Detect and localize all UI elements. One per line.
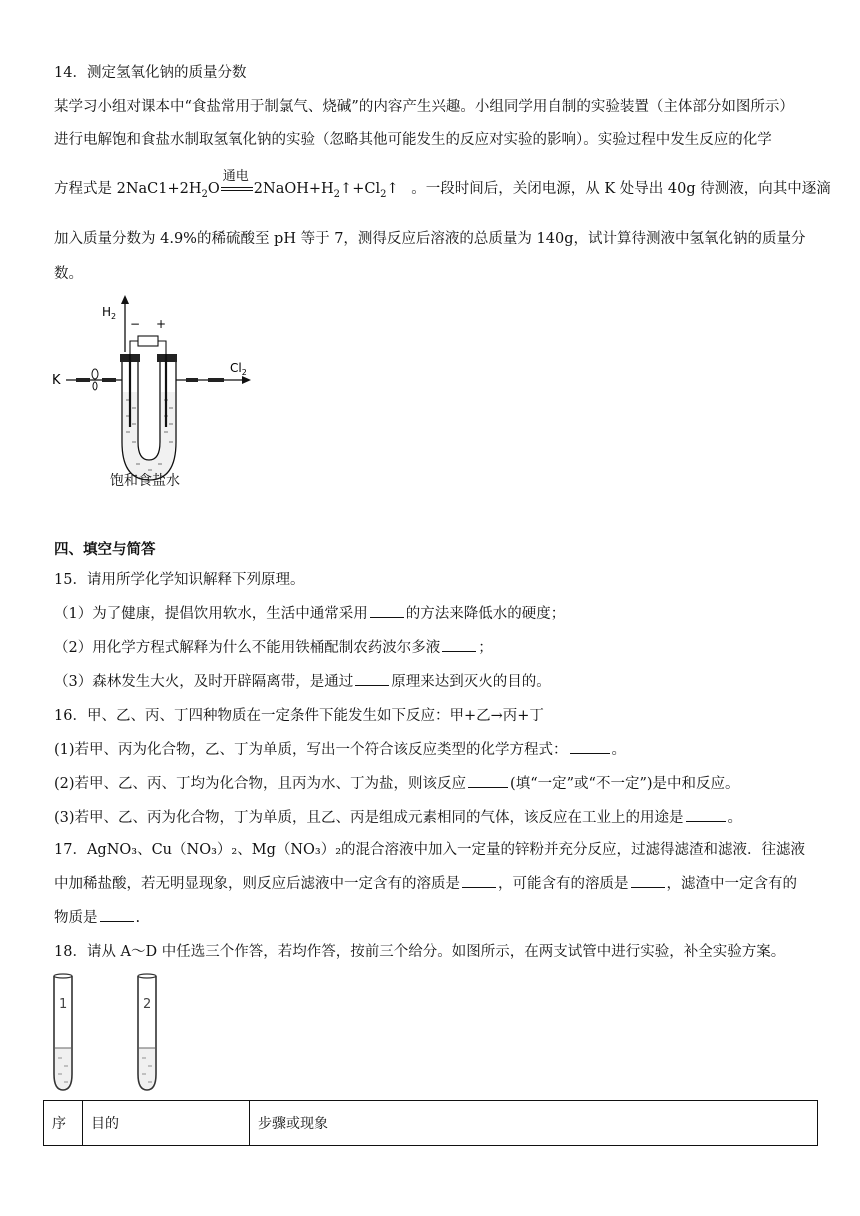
q15-item1-text: （1）为了健康，提倡饮用软水，生活中通常采用 (54, 606, 368, 622)
q16-item3 (54, 806, 742, 827)
q17-line2-text: 中加稀盐酸，若无明显现象，则反应后滤液中一定含有的溶质是 (54, 876, 460, 892)
q15-item3-tail: 原理来达到灭火的目的。 (391, 674, 551, 690)
q17-line1: 17．AgNO₃、Cu（NO₃）₂、Mg（NO₃）₂的混合溶液中加入一定量的锌粉并充分反应，过滤得滤渣和滤液．往滤液 (54, 842, 806, 858)
equation-prefix: 方程式是 2NaC1+2H (54, 181, 202, 197)
electrolysis-apparatus-diagram (50, 292, 260, 492)
q14-paragraph-line3: 。一段时间后，关闭电源，从 K 处导出 40g 待测液，向其中逐滴 (411, 181, 831, 197)
q14-paragraph-line4: 加入质量分数为 4.9%的稀硫酸至 pH 等于 7，测得反应后溶液的总质量为 140g，试计算待测液中氢氧化钠的质量分 (54, 231, 806, 247)
q14-equation-line (54, 169, 831, 200)
answer-blank[interactable] (686, 809, 726, 822)
equation-arrow1: ↑+Cl (340, 181, 381, 197)
table-header-cell: 序 (44, 1101, 83, 1146)
answer-blank[interactable] (100, 909, 134, 922)
experiment-table (43, 1100, 818, 1146)
test-tubes-diagram (48, 972, 178, 1094)
q16-item1-text: (1)若甲、丙为化合物，乙、丁为单质，写出一个符合该反应类型的化学方程式： (54, 742, 568, 758)
q17-line3 (54, 906, 140, 927)
answer-blank[interactable] (355, 673, 389, 686)
subscript-2c: 2 (380, 188, 387, 200)
q17-line2-mid: ，可能含有的溶质是 (498, 876, 629, 892)
q16-item3-text: (3)若甲、乙、丙为化合物，丁为单质，且乙、丙是组成元素相同的气体，该反应在工业上的用途是 (54, 810, 684, 826)
h2-label: $H_2$ (102, 305, 117, 321)
q15-item2-text: （2）用化学方程式解释为什么不能用铁桶配制农药波尔多液 (54, 640, 441, 656)
q16-item1 (54, 738, 626, 759)
equation-products: 2NaOH+H (253, 181, 334, 197)
test-tube-1 (54, 974, 72, 1090)
q16-item1-tail: 。 (611, 742, 627, 758)
q15-item2-tail: ； (478, 640, 493, 656)
q15-item3 (54, 670, 551, 691)
q14-paragraph-line5: 数。 (54, 266, 83, 282)
tube-1-label: 1 (59, 997, 68, 1012)
q16-item2-text: (2)若甲、乙、丙、丁均为化合物，且丙为水、丁为盐，则该反应 (54, 776, 467, 792)
equals-bar (221, 187, 253, 191)
q15-item3-text: （3）森林发生大火，及时开辟隔离带，是通过 (54, 674, 354, 690)
table-header-cell: 目的 (83, 1101, 250, 1146)
q16-item3-tail: 。 (727, 810, 743, 826)
q17-line3-tail: . (135, 910, 141, 926)
answer-blank[interactable] (442, 639, 476, 652)
answer-blank[interactable] (631, 875, 665, 888)
q18-title: 18．请从 A～D 中任选三个作答，若均作答，按前三个给分。如图所示，在两支试管中进行实验，补全实验方案。 (54, 944, 786, 960)
clamp-icon (92, 369, 98, 379)
q17-line2-tail: ，滤渣中一定含有的 (666, 876, 797, 892)
condition-label: 通电 (222, 169, 249, 184)
table-header-cell: 步骤或现象 (250, 1101, 818, 1146)
subscript-2b: 2 (333, 188, 341, 200)
q15-title: 15．请用所学化学知识解释下列原理。 (54, 572, 305, 588)
q17-line2 (54, 872, 797, 893)
k-label: K (52, 373, 61, 388)
q15-item1 (54, 602, 565, 623)
q16-item2 (54, 772, 740, 793)
q16-title: 16．甲、乙、丙、丁四种物质在一定条件下能发生如下反应：甲+乙→丙+丁 (54, 708, 544, 724)
answer-blank[interactable] (468, 775, 508, 788)
cl2-label: $Cl_2$ (230, 361, 247, 377)
q15-item2 (54, 636, 493, 657)
tube-2-label: 2 (143, 997, 152, 1012)
q16-item2-tail: (填“一定”或“不一定”)是中和反应。 (510, 776, 740, 792)
q17-line3-text: 物质是 (54, 910, 98, 926)
equation-o: O (207, 181, 220, 197)
table-header-row (44, 1101, 818, 1146)
q14-paragraph-line2: 进行电解饱和食盐水制取氢氧化钠的实验（忽略其他可能发生的反应对实验的影响）。实验过程中发生反应的化学 (54, 132, 772, 148)
answer-blank[interactable] (570, 741, 610, 754)
answer-blank[interactable] (370, 605, 404, 618)
plus-label: + (156, 317, 167, 331)
q14-title: 14．测定氢氧化钠的质量分数 (54, 65, 247, 81)
diagram-caption: 饱和食盐水 (110, 473, 180, 489)
subscript-2: 2 (201, 188, 208, 200)
reaction-condition (220, 169, 254, 197)
q15-item1-tail: 的方法来降低水的硬度； (405, 606, 566, 622)
answer-blank[interactable] (462, 875, 496, 888)
section-heading: 四、填空与简答 (54, 542, 156, 558)
q14-paragraph-line1: 某学习小组对课本中“食盐常用于制氯气、烧碱”的内容产生兴趣。小组同学用自制的实验装置（主体部分如图所示） (54, 99, 794, 115)
power-supply (138, 336, 158, 346)
minus-label: − (130, 317, 141, 331)
test-tube-2 (138, 974, 156, 1090)
equation-arrow2: ↑ (386, 181, 399, 197)
